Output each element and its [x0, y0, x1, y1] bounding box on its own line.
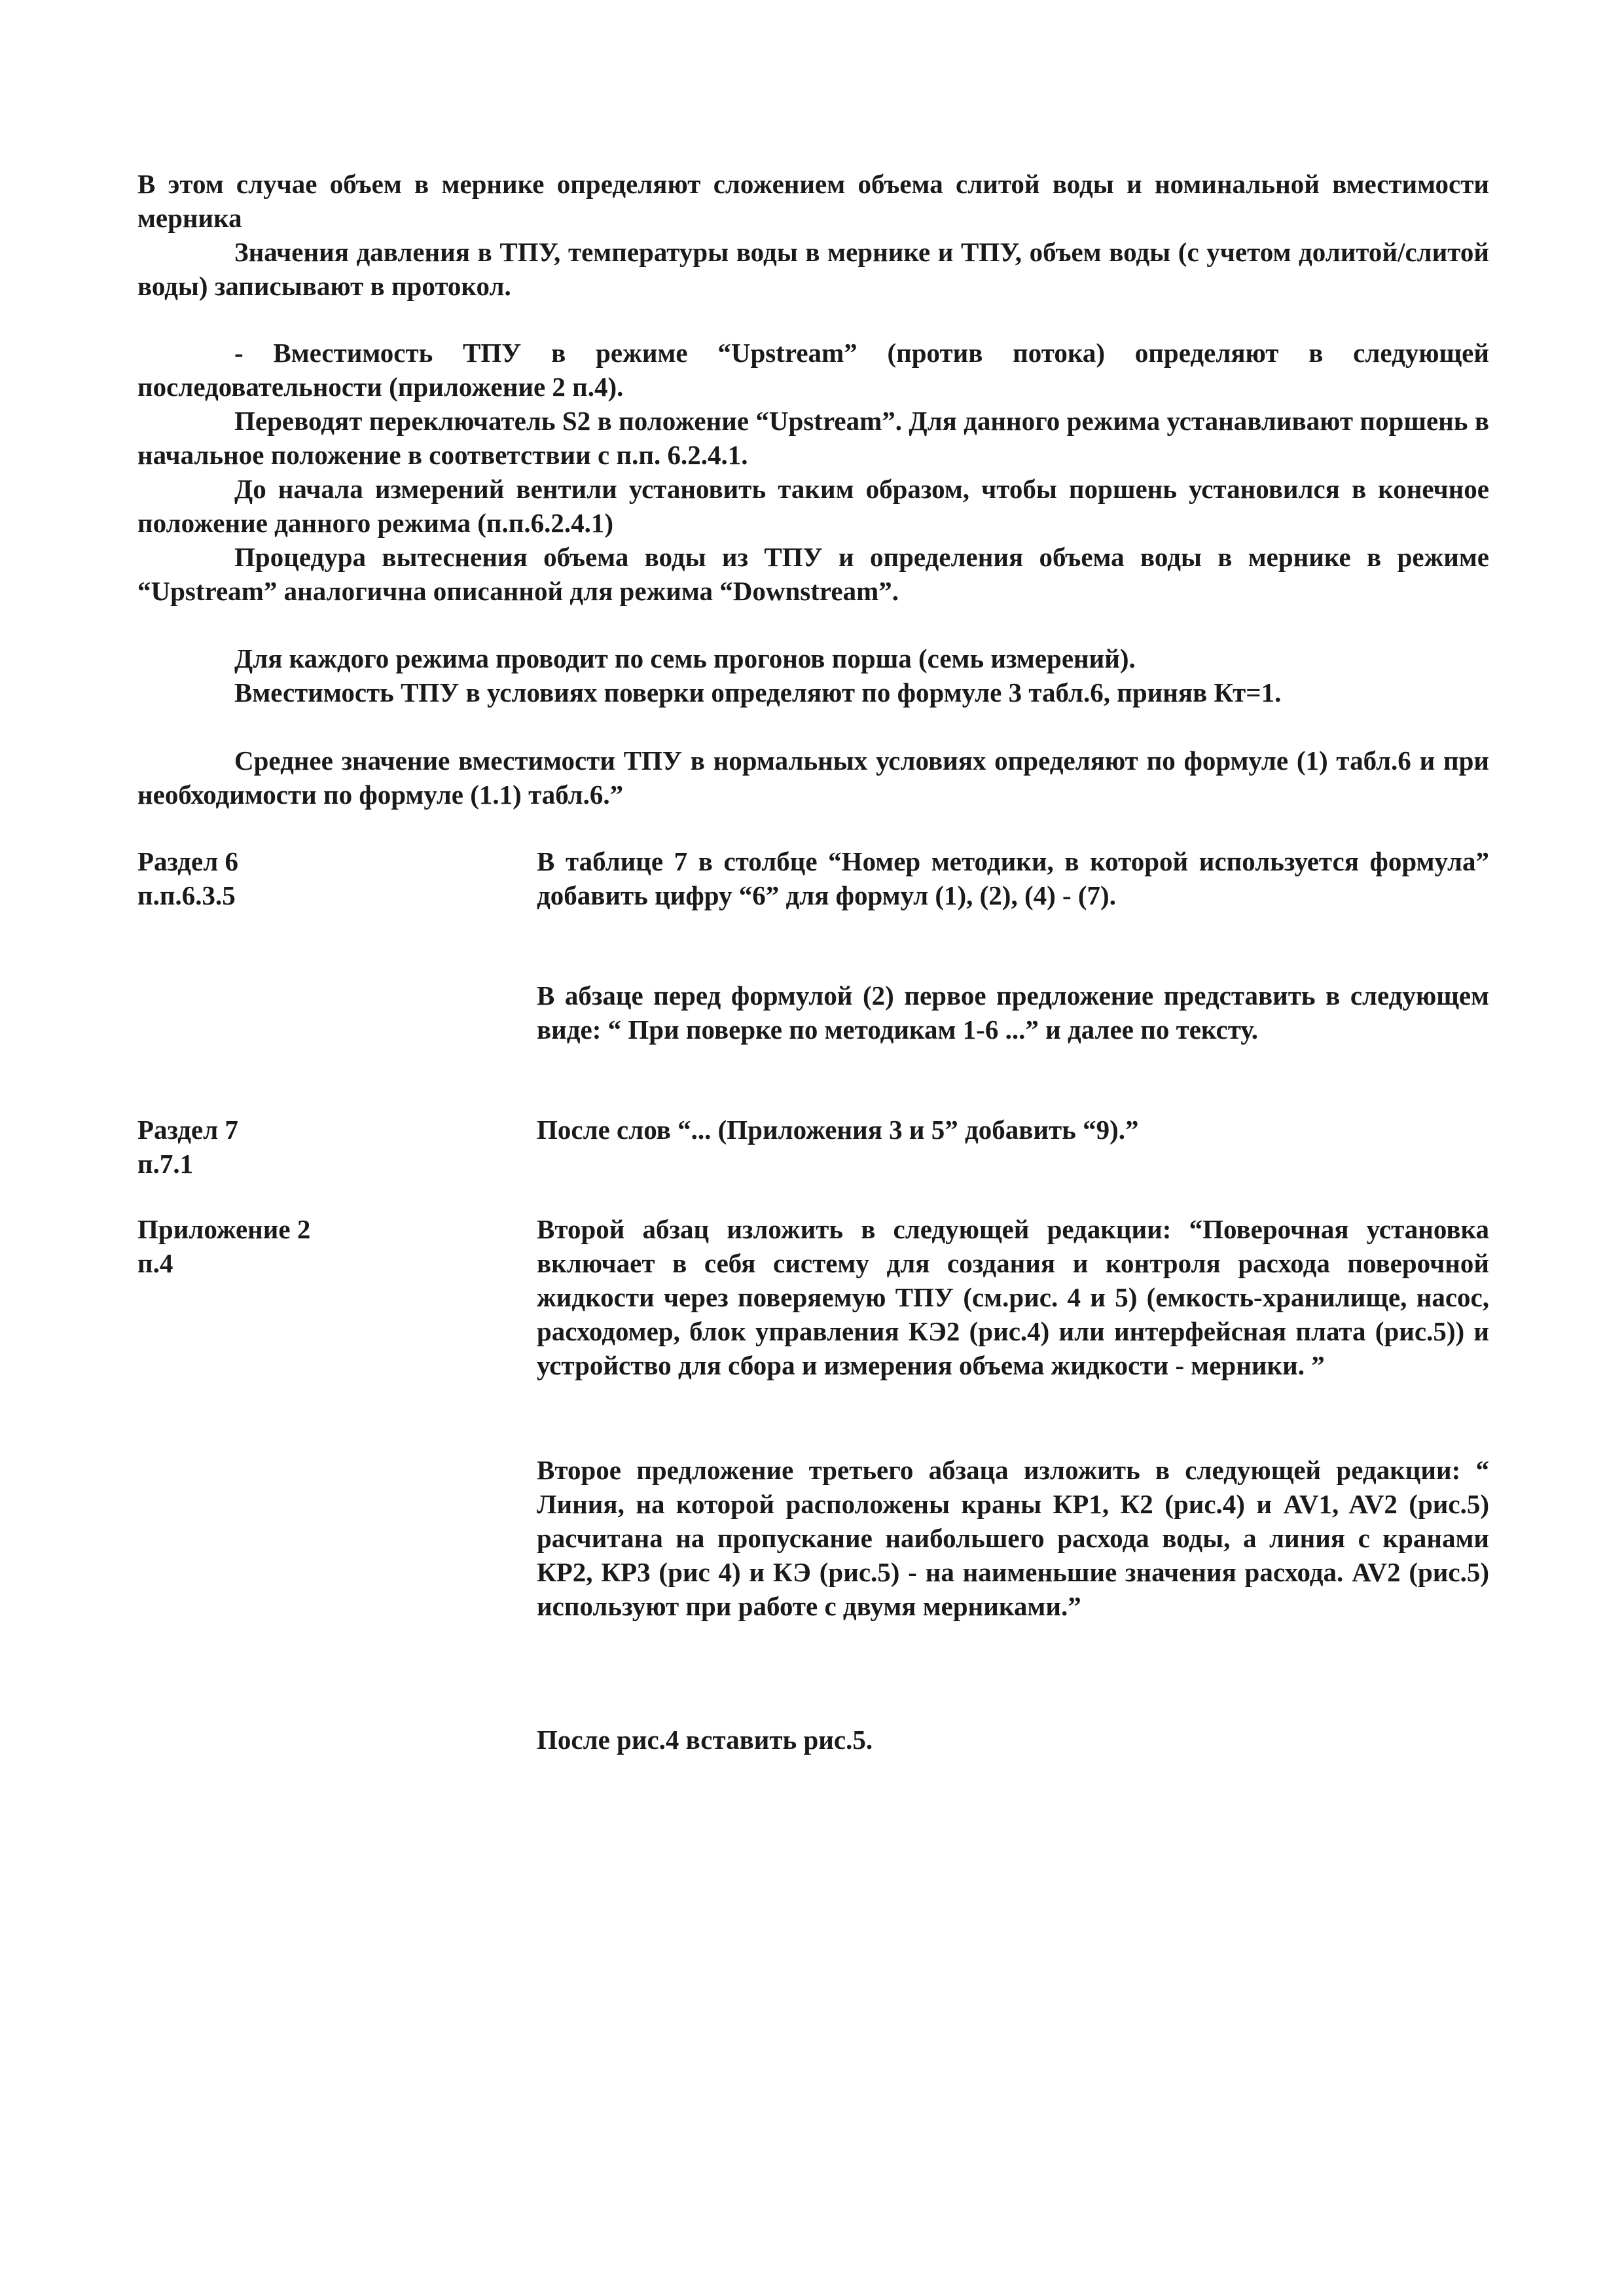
section-6-text-1: В таблице 7 в столбце “Номер методики, в которой используется формула” добавить цифру “6” для формул (1), (2), (4) - (7). — [537, 846, 1489, 910]
section-6-text-2: В абзаце перед формулой (2) первое предложение представить в следующем виде: “ При поверке по методикам 1-6 ...” и далее по тексту. — [537, 980, 1489, 1045]
appendix-2-text-2: Второе предложение третьего абзаца изложить в следующей редакции: “ Линия, на которой расположены краны КР1, К2 (рис.4) и AV1, AV2 (рис.5) расчитана на пропускание наибольшего расхода воды, а линия с кранами КР2, КР3 (рис 4) и КЭ (рис.5) - на наименьшие значения расхода. AV2 (рис.5) используют при работе с двумя мерниками.” — [537, 1455, 1489, 1621]
section-label-title: Приложение 2 — [137, 1214, 311, 1244]
section-label-title: Раздел 7 — [137, 1115, 238, 1145]
appendix-2-text-3: После рис.4 вставить рис.5. — [537, 1725, 873, 1755]
paragraph-upstream-valves: До начала измерений вентили установить таким образом, чтобы поршень установился в конечное положение данного режима (п.п.6.2.4.1) — [137, 474, 1489, 538]
section-label-title: Раздел 6 — [137, 846, 238, 876]
section-label-item: п.п.6.3.5 — [137, 880, 236, 910]
paragraph-upstream-procedure: Процедура вытеснения объема воды из ТПУ и определения объема воды в мернике в режиме “Upstream” аналогична описанной для режима “Downstream”. — [137, 542, 1489, 606]
section-7-text-1: После слов “... (Приложения 3 и 5” добавить “9).” — [537, 1115, 1139, 1145]
paragraph-intro-2: Значения давления в ТПУ, температуры воды в мернике и ТПУ, объем воды (с учетом долитой/слитой воды) записывают в протокол. — [137, 237, 1489, 301]
paragraph-upstream-heading: - Вместимость ТПУ в режиме “Upstream” (против потока) определяют в следующей последовательности (приложение 2 п.4). — [137, 338, 1489, 402]
section-label-6 — [137, 844, 478, 912]
paragraph-upstream-switch: Переводят переключатель S2 в положение “Upstream”. Для данного режима устанавливают поршень в начальное положение в соответствии с п.п. 6.2.4.1. — [137, 406, 1489, 470]
appendix-2-text-1: Второй абзац изложить в следующей редакции: “Поверочная установка включает в себя систему для создания и контроля расхода поверочной жидкости через поверяемую ТПУ (см.рис. 4 и 5) (емкость-хранилище, насос, расходомер, блок управления КЭ2 (рис.4) или интерфейсная плата (рис.5)) и устройство для сбора и измерения объема жидкости - мерники. ” — [537, 1214, 1489, 1380]
paragraph-intro-1: В этом случае объем в мернике определяют сложением объема слитой воды и номинальной вместимости мерника — [137, 169, 1489, 233]
section-label-appendix-2 — [137, 1212, 478, 1280]
paragraph-runs: Для каждого режима проводит по семь прогонов порша (семь измерений). — [234, 643, 1136, 673]
section-label-item: п.4 — [137, 1248, 173, 1278]
paragraph-capacity-formula: Вместимость ТПУ в условиях поверки определяют по формуле 3 табл.6, приняв Кт=1. — [234, 677, 1282, 708]
section-label-7 — [137, 1113, 478, 1181]
paragraph-mean-capacity: Среднее значение вместимости ТПУ в нормальных условиях определяют по формуле (1) табл.6 и при необходимости по формуле (1.1) табл.6.” — [137, 745, 1489, 810]
section-label-item: п.7.1 — [137, 1149, 194, 1179]
